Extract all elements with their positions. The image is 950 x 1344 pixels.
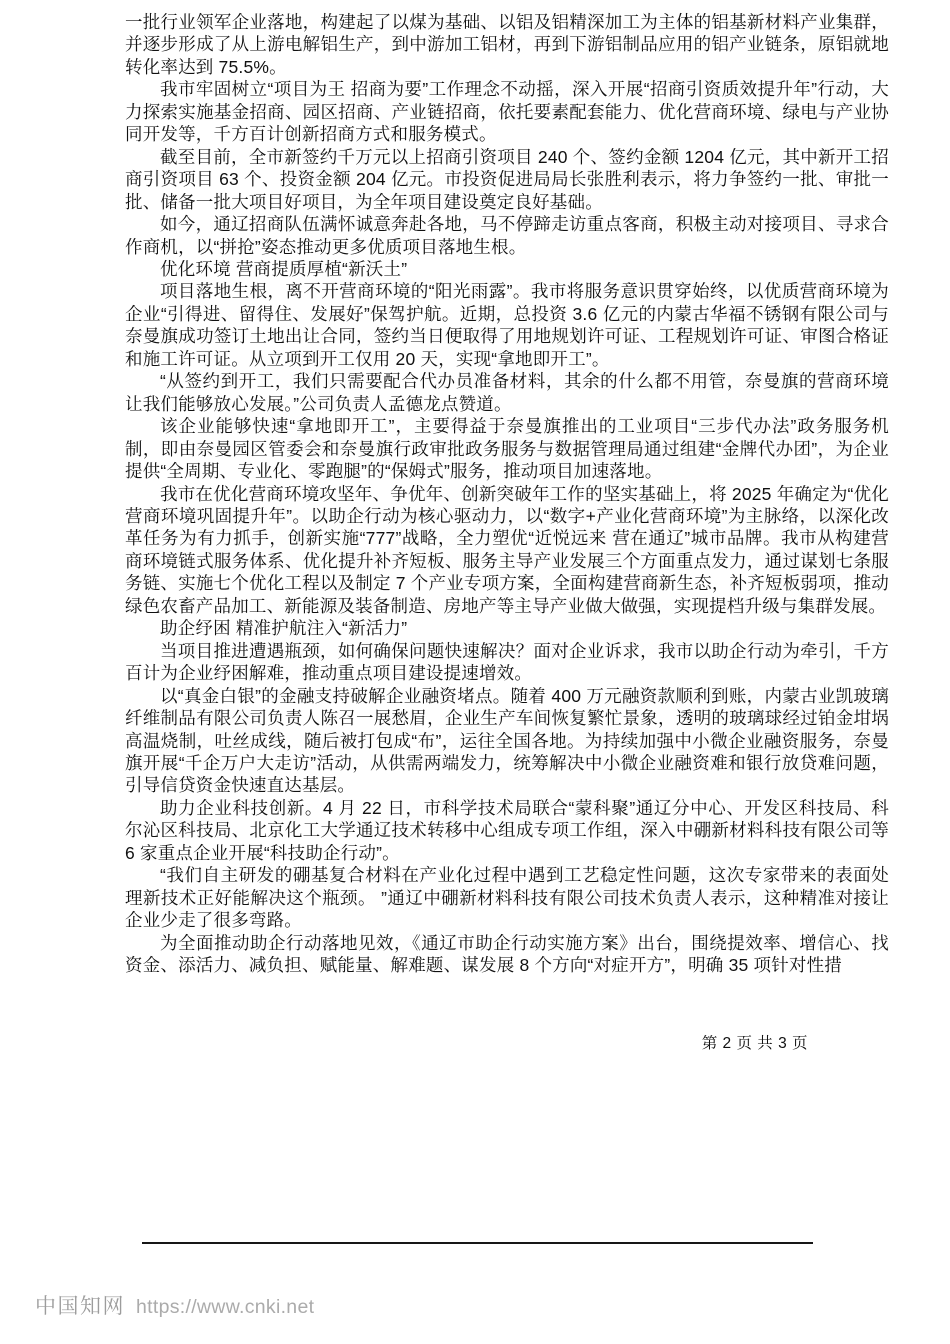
paragraph: “从签约到开工，我们只需要配合代办员准备材料，其余的什么都不用管，奈曼旗的营商环境让我们能够放心发展。”公司负责人孟德龙点赞道。 bbox=[125, 371, 889, 414]
section-heading: 助企纾困 精准护航注入“新活力” bbox=[160, 618, 408, 639]
cnki-url-text: https://www.cnki.net bbox=[136, 1296, 315, 1318]
paragraph: 助力企业科技创新。4 月 22 日，市科学技术局联合“蒙科聚”通辽分中心、开发区科技局、科尔沁区科技局、北京化工大学通辽技术转移中心组成专项工作组，深入中硼新材料科技有限公司等 6 家重点企业开展“科技助企行动”。 bbox=[125, 797, 889, 863]
section-heading: 优化环境 营商提质厚植“新沃土” bbox=[160, 258, 408, 279]
paragraph: 为全面推动助企行动落地见效，《通辽市助企行动实施方案》出台，围绕提效率、增信心、找资金、添活力、减负担、赋能量、解难题、谋发展 8 个方向“对症开方”，明确 35 项针对性措 bbox=[125, 932, 889, 976]
paragraph: 项目落地生根，离不开营商环境的“阳光雨露”。我市将服务意识贯穿始终，以优质营商环境为企业“引得进、留得住、发展好”保驾护航。近期，总投资 3.6 亿元的内蒙古华福不锈钢有限公司与奈曼旗成功签订土地出让合同，签约当日便取得了用地规划许可证、工程规划许可证、审图合格证和施工许可证。从立项到开工仅用 20 天，实现“拿地即开工”。 bbox=[125, 281, 889, 369]
paragraph: 截至目前，全市新签约千万元以上招商引资项目 240 个、签约金额 1204 亿元，其中新开工招商引资项目 63 个、投资金额 204 亿元。市投资促进局局长张胜利表示，将力争签约一批、审批一批、储备一批大项目好项目，为全年项目建设奠定良好基础。 bbox=[125, 146, 889, 212]
cnki-brand-text: 中国知网 bbox=[35, 1295, 125, 1318]
paragraph: 如今，通辽招商队伍满怀诚意奔赴各地，马不停蹄走访重点客商，积极主动对接项目、寻求合作商机，以“拼抢”姿态推动更多优质项目落地生根。 bbox=[125, 214, 889, 257]
paragraph-continuation: 一批行业领军企业落地，构建起了以煤为基础、以铝及铝精深加工为主体的铝基新材料产业集群，并逐步形成了从上游电解铝生产，到中游加工铝材，再到下游铝制品应用的铝产业链条，原铝就地转化率达到 75.5%。 bbox=[125, 12, 889, 77]
document-body bbox=[125, 11, 889, 976]
paragraph: 以“真金白银”的金融支持破解企业融资堵点。随着 400 万元融资款顺利到账，内蒙古业凯玻璃纤维制品有限公司负责人陈召一展愁眉，企业生产车间恢复繁忙景象，透明的玻璃球经过铂金坩埚高温烧制，吐丝成线，随后被打包成“布”，运往全国各地。为持续加强中小微企业融资服务，奈曼旗开展“千企万户大走访”活动，从供需两端发力，统筹解决中小微企业融资难和银行放贷难问题，引导信贷资金快速直达基层。 bbox=[125, 685, 889, 796]
paragraph: 我市在优化营商环境攻坚年、争优年、创新突破年工作的坚实基础上，将 2025 年确定为“优化营商环境巩固提升年”。以助企行动为核心驱动力，以“数字+产业化营商环境”为主脉络，以深化改革任务为有力抓手，创新实施“777”战略，全力塑优“近悦远来 营在通辽”城市品牌。我市从构建营商环境链式服务体系、优化提升补齐短板、服务主导产业发展三个方面重点发力，通过谋划七条服务链、实施七个优化工程以及制定 7 个产业专项方案，全面构建营商新生态，补齐短板弱项，推动绿色农畜产品加工、新能源及装备制造、房地产等主导产业做大做强，实现提档升级与集群发展。 bbox=[125, 483, 889, 616]
paragraph: 我市牢固树立“项目为王 招商为要”工作理念不动摇，深入开展“招商引资质效提升年”行动，大力探索实施基金招商、园区招商、产业链招商，依托要素配套能力、优化营商环境、绿电与产业协同开发等，千方百计创新招商方式和服务模式。 bbox=[125, 79, 889, 145]
paragraph: 当项目推进遭遇瓶颈，如何确保问题快速解决？面对企业诉求，我市以助企行动为牵引，千方百计为企业纾困解难，推动重点项目建设提速增效。 bbox=[125, 640, 889, 684]
site-footer bbox=[35, 1290, 314, 1320]
footer-divider bbox=[142, 1242, 813, 1244]
paragraph: 该企业能够快速“拿地即开工”，主要得益于奈曼旗推出的工业项目“三步代办法”政务服务机制，即由奈曼园区管委会和奈曼旗行政审批政务服务与数据管理局通过组建“金牌代办团”，为企业提供“全周期、专业化、零跑腿”的“保姆式”服务，推动项目加速落地。 bbox=[125, 416, 889, 482]
paragraph: “我们自主研发的硼基复合材料在产业化过程中遇到工艺稳定性问题，这次专家带来的表面处理新技术正好能解决这个瓶颈。 ”通辽中硼新材料科技有限公司技术负责人表示，这种精准对接让企业少走了很多弯路。 bbox=[125, 865, 889, 931]
page-number: 第 2 页 共 3 页 bbox=[701, 1035, 808, 1052]
